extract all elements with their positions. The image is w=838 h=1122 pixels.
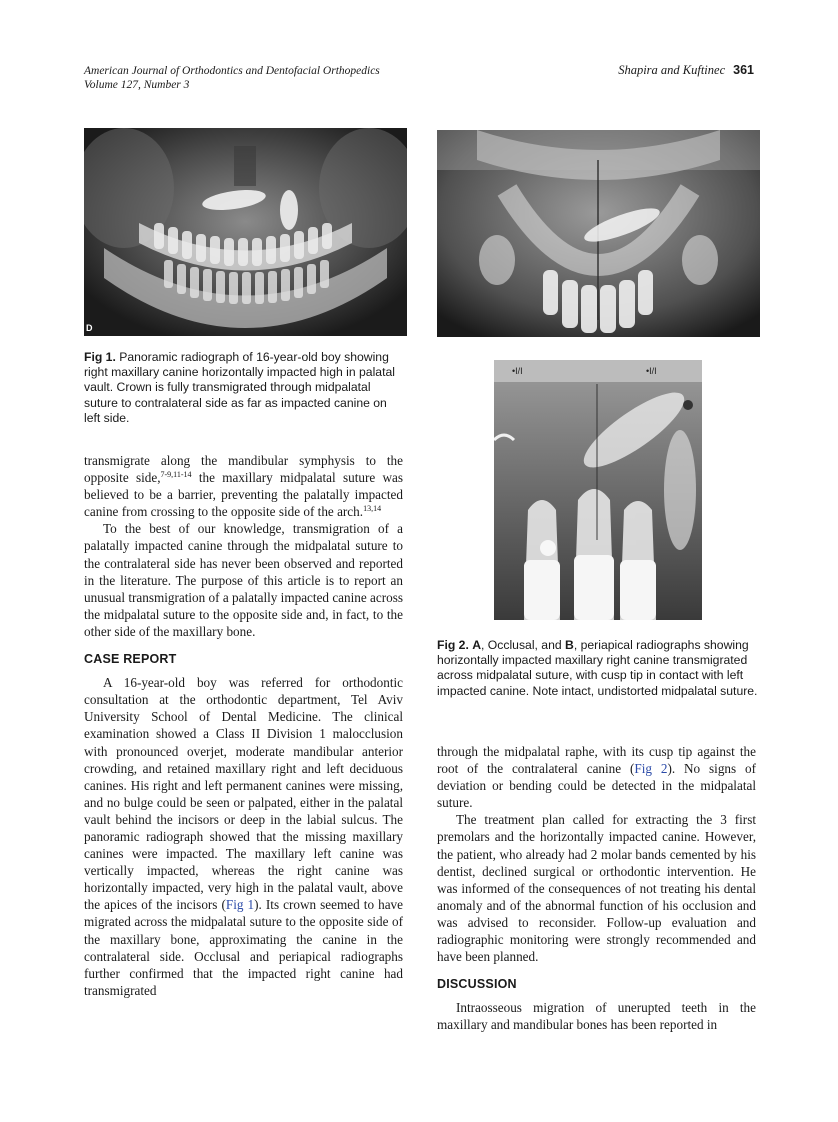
citation[interactable]: 7-9,11-14 <box>160 470 192 480</box>
fig1-panoramic-radiograph <box>84 128 407 336</box>
fig2-caption-mid: , Occlusal, and <box>481 638 566 652</box>
right-paragraph-1 <box>437 743 756 811</box>
left-p1-text-b: the maxillary midpalatal suture was believed to be a barrier, preventing the palatally impacted canine from crossing to the opposite side of the arch. <box>84 470 403 520</box>
fig2-caption <box>437 638 759 699</box>
running-header-right <box>618 63 754 77</box>
fig1-caption <box>84 350 406 426</box>
occlusal-xray-image <box>437 130 760 337</box>
section-heading-discussion: DISCUSSION <box>437 977 517 992</box>
left-column <box>84 452 403 999</box>
left-p1-text-a: transmigrate along the mandibular symphysis to the opposite side, <box>84 453 403 486</box>
right-p1-text-a: through the midpalatal raphe, with its cusp tip against the root of the contralateral canine ( <box>437 744 756 777</box>
section-heading-case-report: CASE REPORT <box>84 652 177 667</box>
left-p3-text-a: A 16-year-old boy was referred for orthodontic consultation at the orthodontic department, Tel Aviv University School of Dental Medicine. The clinical examination showed a Class II Division 1 malocclusion with pronounced overjet, moderate mandibular anterior crowding, and retained maxillary right and left deciduous canines. His right and left permanent canines were missing, and no bulge could be seen or palpated, either in the palatal vault behind the incisors or deep in the labial sulcus. The panoramic radiograph showed that the missing maxillary canines were impacted. The maxillary left canine was vertically impacted, whereas the right canine was horizontally impacted, very high in the palatal vault, above the apices of the incisors ( <box>84 675 403 913</box>
left-paragraph-1 <box>84 452 403 520</box>
fig1-label: Fig 1. <box>84 350 116 364</box>
running-header-left <box>84 64 380 92</box>
fig2-label: Fig 2. <box>437 638 469 652</box>
journal-volume: Volume 127, Number 3 <box>84 79 190 91</box>
panoramic-xray-image <box>84 128 407 336</box>
fig1-corner-mark: D <box>86 323 93 333</box>
fig2-caption-text: , periapical radiographs showing horizontally impacted maxillary right canine transmigrated across midpalatal suture, with cusp tip in contact with left impacted canine. Note intact, undistorted midpalatal suture. <box>437 638 758 698</box>
journal-title: American Journal of Orthodontics and Dentofacial Orthopedics <box>84 65 380 77</box>
periapical-xray-image <box>494 360 702 620</box>
fig1-caption-text: Panoramic radiograph of 16-year-old boy showing right maxillary canine horizontally impacted high in palatal vault. Crown is fully transmigrated through midpalatal suture to contralateral side as far as impacted canine on left side. <box>84 350 395 425</box>
right-paragraph-3: Intraosseous migration of unerupted teeth in the maxillary and mandibular bones has been reported in <box>437 1000 756 1033</box>
citation[interactable]: 13,14 <box>363 504 382 514</box>
fig1-link[interactable]: Fig 1 <box>225 897 255 913</box>
authors: Shapira and Kuftinec <box>618 63 726 77</box>
fig2b-mark-left: •I/I <box>512 366 523 376</box>
page-number: 361 <box>733 63 754 77</box>
left-paragraph-3 <box>84 674 403 999</box>
left-p3-text-b: ). Its crown seemed to have migrated across the midpalatal suture to the opposite side of the maxillary bone, approximating the canine in the contralateral side. Occlusal and periapical radiographs further confirmed that the impacted right canine had transmigrated <box>84 897 404 998</box>
right-p1-text-b: ). No signs of deviation or bending could be detected in the midpalatal suture. <box>437 761 756 811</box>
fig2b-mark-right: •I/I <box>646 366 657 376</box>
fig2a-occlusal-radiograph <box>437 130 760 337</box>
fig2-link[interactable]: Fig 2 <box>634 761 668 777</box>
right-paragraph-2: The treatment plan called for extracting the 3 first premolars and the horizontally impacted canine. However, the patient, who already had 2 molar bands cemented by his dentist, declined surgical or orthodontic intervention. He was informed of the consequences of not treating his dental anomaly and of the abnormal function of his occlusion and was advised to reconsider. Follow-up evaluation and radiographic monitoring were strongly recommended and have been planned. <box>437 812 756 965</box>
fig2-panel-b: B <box>565 638 574 652</box>
fig2-panel-a: A <box>472 638 482 652</box>
left-paragraph-2: To the best of our knowledge, transmigration of a palatally impacted canine through the midpalatal suture to the contralateral side has never been observed and reported in the literature. The purpose of this article is to report an unusual transmigration of a palatally impacted canine across the midpalatal suture to the opposite side and, in fact, to the other side of the maxillary bone. <box>84 521 403 639</box>
fig2b-periapical-radiograph <box>494 360 702 620</box>
right-column <box>437 743 756 1034</box>
